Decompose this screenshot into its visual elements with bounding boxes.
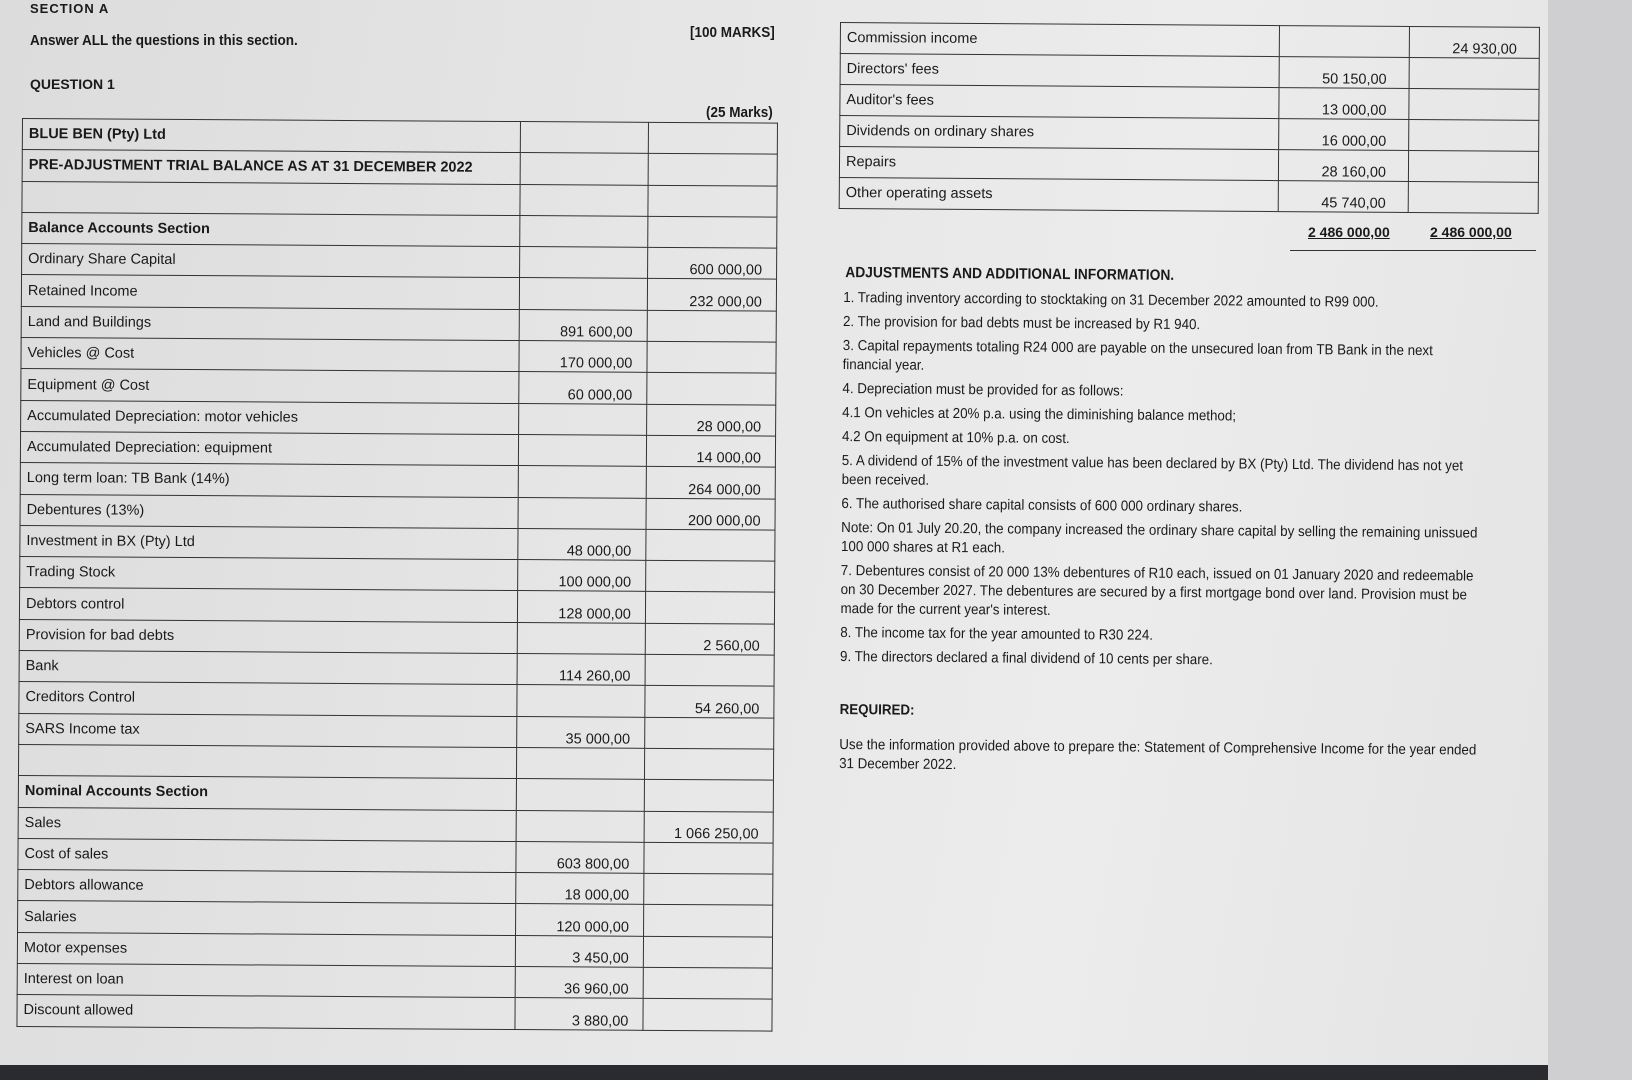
debit-amount: 120 000,00 [515, 904, 643, 936]
debit-amount [520, 184, 648, 216]
debit-amount: 3 880,00 [515, 998, 643, 1030]
debit-amount [1279, 26, 1409, 58]
adjustment-item: Note: On 01 July 20.20, the company increased the ordinary share capital by selling the remaining unissued 100 000 shares at R1 each. [840, 520, 1478, 557]
total-debit: 2 486 000,00 [1308, 224, 1390, 240]
adjustment-item: 4. Depreciation must be provided for as follows: [842, 381, 1124, 400]
adjustment-item: 8. The income tax for the year amounted to R30 224. [840, 625, 1154, 644]
debit-amount [516, 810, 644, 842]
credit-amount: 24 930,00 [1409, 26, 1539, 58]
account-name: Sales [18, 807, 516, 841]
account-name: Vehicles @ Cost [21, 338, 519, 372]
question-title: QUESTION 1 [30, 76, 115, 92]
debit-amount: 48 000,00 [517, 528, 645, 560]
credit-amount [648, 185, 777, 217]
credit-amount: 14 000,00 [646, 435, 775, 467]
credit-amount [644, 842, 773, 874]
account-name: Commission income [840, 23, 1279, 57]
debit-amount: 170 000,00 [519, 341, 647, 373]
credit-amount [644, 780, 773, 812]
trial-balance-title: PRE-ADJUSTMENT TRIAL BALANCE AS AT 31 DECEMBER 2022 [22, 150, 520, 184]
table-row [20, 463, 775, 499]
account-name: Debtors control [19, 588, 517, 622]
table-row [21, 369, 776, 405]
table-row [19, 588, 774, 624]
credit-amount: 200 000,00 [646, 498, 775, 530]
table-row [22, 212, 777, 248]
account-name: Balance Accounts Section [22, 212, 520, 246]
credit-amount [1408, 150, 1538, 182]
credit-amount [643, 999, 772, 1031]
debit-amount [518, 435, 646, 467]
debit-amount: 18 000,00 [515, 873, 643, 905]
table-row [18, 776, 773, 812]
table-row [19, 682, 774, 718]
account-name: Accumulated Depreciation: motor vehicles [21, 400, 519, 434]
account-name: Auditor's fees [840, 85, 1279, 119]
account-name: Debentures (13%) [20, 494, 518, 528]
table-row [840, 54, 1539, 90]
table-row [20, 431, 775, 467]
credit-amount: 232 000,00 [647, 279, 776, 311]
adjustments-section [834, 264, 1482, 785]
account-name: Creditors Control [19, 682, 517, 716]
table-row [21, 338, 776, 374]
account-name: SARS Income tax [19, 713, 517, 747]
table-row [18, 807, 773, 843]
adjustment-item: 2. The provision for bad debts must be increased by R1 940. [842, 314, 1201, 334]
table-row [19, 619, 774, 655]
table-row [19, 651, 774, 687]
question-marks: (25 Marks) [706, 104, 773, 121]
account-name: Debtors allowance [18, 870, 516, 904]
debit-amount: 114 260,00 [517, 654, 645, 686]
adjustment-item: 7. Debentures consist of 20 000 13% debentures of R10 each, issued on 01 January 2020 and redeemable on 30 December 2027. The debentures are secured by a first mortgage bond over land. Provision must be made for the current year's interest. [840, 563, 1474, 619]
debit-amount [516, 747, 644, 779]
credit-amount [1409, 57, 1539, 89]
adjustment-item: 1. Trading inventory according to stocktaking on 31 December 2022 amounted to R99 000. [843, 290, 1379, 311]
credit-amount [645, 592, 774, 624]
table-row [840, 116, 1539, 152]
debit-amount: 16 000,00 [1279, 119, 1409, 151]
credit-amount [1409, 88, 1539, 120]
account-name: Investment in BX (Pty) Ltd [20, 525, 518, 559]
adjustments-heading: ADJUSTMENTS AND ADDITIONAL INFORMATION. [845, 264, 1175, 284]
table-row [21, 400, 776, 436]
debit-amount [517, 622, 645, 654]
credit-amount [648, 216, 777, 248]
table-row [22, 150, 777, 186]
debit-amount [518, 466, 646, 498]
credit-amount [644, 873, 773, 905]
section-label: SECTION A [30, 1, 110, 16]
account-name: Directors' fees [840, 54, 1279, 88]
debit-amount: 50 150,00 [1279, 57, 1409, 89]
account-name: Cost of sales [18, 838, 516, 872]
credit-amount: 2 560,00 [645, 623, 774, 655]
table-row [839, 147, 1538, 183]
debit-amount: 891 600,00 [519, 309, 647, 341]
table-row [20, 494, 775, 530]
table-row [19, 713, 774, 749]
table-row [22, 244, 777, 280]
table-row [20, 557, 775, 593]
account-name: Discount allowed [17, 995, 515, 1029]
total-marks: [100 MARKS] [690, 24, 775, 41]
table-row [18, 838, 773, 874]
credit-amount: 600 000,00 [647, 248, 776, 280]
credit-amount [647, 373, 776, 405]
account-name: Motor expenses [17, 932, 515, 966]
account-name: Salaries [18, 901, 516, 935]
credit-amount [1409, 119, 1539, 151]
adjustment-item: 5. A dividend of 15% of the investment value has been declared by BX (Pty) Ltd. The dividend has not yet been received. [841, 453, 1464, 489]
account-name: Retained Income [21, 275, 519, 309]
divider [1290, 250, 1536, 251]
account-name: Ordinary Share Capital [22, 244, 520, 278]
account-name: Land and Buildings [21, 306, 519, 340]
table-row [17, 932, 772, 968]
credit-amount [647, 341, 776, 373]
credit-amount [1408, 181, 1538, 213]
debit-amount [519, 247, 647, 279]
table-row [22, 181, 777, 217]
credit-amount: 28 000,00 [646, 404, 775, 436]
debit-amount: 100 000,00 [517, 560, 645, 592]
account-name: Other operating assets [839, 177, 1278, 211]
debit-amount: 60 000,00 [518, 372, 646, 404]
credit-amount [643, 936, 772, 968]
account-name: Bank [19, 651, 517, 685]
credit-amount: 264 000,00 [646, 467, 775, 499]
account-name: Provision for bad debts [19, 619, 517, 653]
debit-amount: 3 450,00 [515, 935, 643, 967]
credit-amount: 1 066 250,00 [644, 811, 773, 843]
account-name: Trading Stock [20, 557, 518, 591]
table-row [17, 964, 772, 1000]
credit-amount [645, 654, 774, 686]
credit-amount [647, 310, 776, 342]
account-name: Long term loan: TB Bank (14%) [20, 463, 518, 497]
credit-amount [644, 748, 773, 780]
adjustment-item: 4.1 On vehicles at 20% p.a. using the diminishing balance method; [842, 405, 1237, 425]
table-row [839, 177, 1538, 213]
credit-amount [645, 560, 774, 592]
company-name: BLUE BEN (Pty) Ltd [22, 119, 520, 153]
table-row [18, 901, 773, 937]
adjustment-item: 4.2 On equipment at 10% p.a. on cost. [841, 429, 1070, 448]
credit-amount: 54 260,00 [645, 686, 774, 718]
account-name: Accumulated Depreciation: equipment [20, 431, 518, 465]
account-name: Equipment @ Cost [21, 369, 519, 403]
adjustment-item: 3. Capital repayments totaling R24 000 are payable on the unsecured loan from TB Bank in the next financial year. [842, 338, 1433, 374]
required-text: Use the information provided above to prepare the: Statement of Comprehensive Income for the year ended 31 December 2022. [839, 737, 1477, 774]
credit-amount [643, 967, 772, 999]
table-row [18, 744, 773, 780]
table-row [21, 275, 776, 311]
trial-balance-continued-table [839, 22, 1540, 214]
required-heading: REQUIRED: [839, 702, 915, 719]
account-name: Repairs [839, 147, 1278, 181]
debit-amount [519, 215, 647, 247]
table-row [17, 995, 772, 1031]
debit-amount [518, 497, 646, 529]
debit-amount: 28 160,00 [1278, 150, 1408, 182]
debit-amount: 603 800,00 [516, 841, 644, 873]
debit-amount [518, 403, 646, 435]
table-row [840, 85, 1539, 121]
account-name [18, 744, 516, 778]
total-credit: 2 486 000,00 [1430, 224, 1512, 240]
debit-amount [516, 779, 644, 811]
table-row [21, 306, 776, 342]
debit-amount [517, 685, 645, 717]
trial-balance-table [16, 118, 778, 1031]
credit-amount [643, 905, 772, 937]
account-name [22, 181, 520, 215]
table-row [20, 525, 775, 561]
account-name: Interest on loan [17, 964, 515, 998]
account-name: Nominal Accounts Section [18, 776, 516, 810]
debit-amount: 13 000,00 [1279, 88, 1409, 120]
adjustment-item: 6. The authorised share capital consists of 600 000 ordinary shares. [841, 496, 1243, 516]
background-edge [1548, 0, 1632, 1080]
credit-amount [645, 717, 774, 749]
debit-amount [519, 278, 647, 310]
debit-amount: 35 000,00 [516, 716, 644, 748]
adjustment-item: 9. The directors declared a final dividend of 10 cents per share. [840, 649, 1213, 669]
table-row [18, 870, 773, 906]
account-name: Dividends on ordinary shares [840, 116, 1279, 150]
debit-amount: 45 740,00 [1278, 181, 1408, 213]
instruction: Answer ALL the questions in this section. [30, 32, 298, 49]
debit-amount: 128 000,00 [517, 591, 645, 623]
credit-amount [646, 529, 775, 561]
table-row [840, 23, 1539, 59]
debit-amount: 36 960,00 [515, 967, 643, 999]
table-row [22, 119, 777, 155]
